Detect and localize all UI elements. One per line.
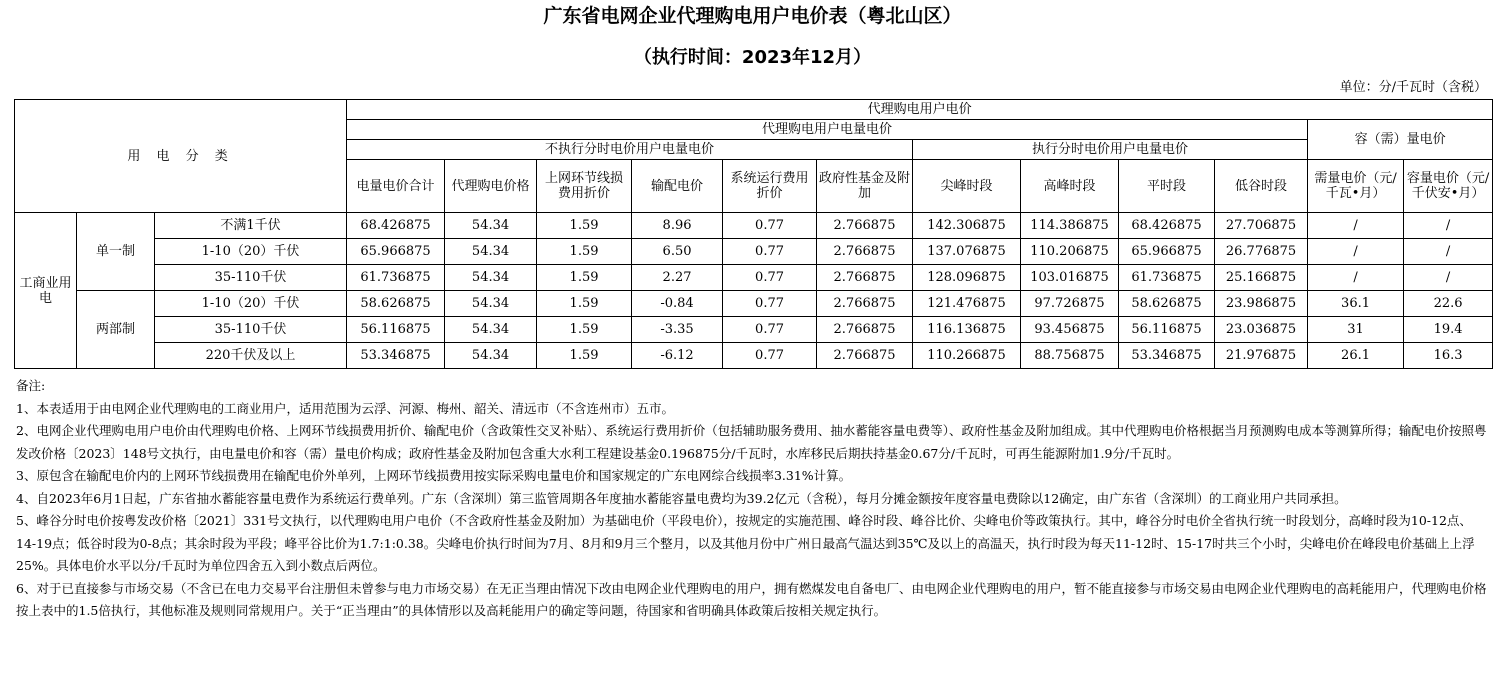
value-cell: 22.6 xyxy=(1404,291,1493,317)
value-cell: 2.766875 xyxy=(817,317,913,343)
page-title: 广东省电网企业代理购电用户电价表（粤北山区） xyxy=(543,5,962,27)
value-cell: 0.77 xyxy=(723,213,817,239)
value-cell: 2.766875 xyxy=(817,265,913,291)
value-cell: 54.34 xyxy=(445,291,537,317)
voltage-cell: 35-110千伏 xyxy=(155,317,347,343)
col-header: 容量电价（元/千伏安•月） xyxy=(1404,160,1493,213)
non-tou-header: 不执行分时电价用户电量电价 xyxy=(347,140,913,160)
value-cell: -6.12 xyxy=(632,343,723,369)
value-cell: 68.426875 xyxy=(1119,213,1215,239)
voltage-cell: 220千伏及以上 xyxy=(155,343,347,369)
value-cell: 56.116875 xyxy=(347,317,445,343)
voltage-cell: 不满1千伏 xyxy=(155,213,347,239)
value-cell: 26.1 xyxy=(1308,343,1404,369)
value-cell: 25.166875 xyxy=(1215,265,1308,291)
capacity-price-header: 容（需）量电价 xyxy=(1308,120,1493,160)
value-cell: 58.626875 xyxy=(1119,291,1215,317)
value-cell: 1.59 xyxy=(537,343,632,369)
value-cell: / xyxy=(1404,239,1493,265)
value-cell: 1.59 xyxy=(537,317,632,343)
col-header: 上网环节线损费用折价 xyxy=(537,160,632,213)
subgroup-label: 单一制 xyxy=(77,213,155,291)
value-cell: 31 xyxy=(1308,317,1404,343)
value-cell: 54.34 xyxy=(445,317,537,343)
value-cell: / xyxy=(1404,265,1493,291)
value-cell: 114.386875 xyxy=(1021,213,1119,239)
value-cell: 21.976875 xyxy=(1215,343,1308,369)
subgroup-label: 两部制 xyxy=(77,291,155,369)
value-cell: 53.346875 xyxy=(1119,343,1215,369)
value-cell: -3.35 xyxy=(632,317,723,343)
category-header: 用 电 分 类 xyxy=(15,100,347,213)
value-cell: 58.626875 xyxy=(347,291,445,317)
value-cell: 1.59 xyxy=(537,265,632,291)
value-cell: / xyxy=(1404,213,1493,239)
group-label: 工商业用电 xyxy=(15,213,77,369)
value-cell: 121.476875 xyxy=(913,291,1021,317)
agency-price-header: 代理购电用户电价 xyxy=(347,100,1493,120)
value-cell: 6.50 xyxy=(632,239,723,265)
value-cell: 53.346875 xyxy=(347,343,445,369)
value-cell: 65.966875 xyxy=(347,239,445,265)
notes-section xyxy=(16,375,1492,623)
value-cell: 0.77 xyxy=(723,239,817,265)
col-header: 政府性基金及附加 xyxy=(817,160,913,213)
value-cell: 1.59 xyxy=(537,291,632,317)
voltage-cell: 1-10（20）千伏 xyxy=(155,291,347,317)
value-cell: 54.34 xyxy=(445,343,537,369)
value-cell: 93.456875 xyxy=(1021,317,1119,343)
table-row xyxy=(15,265,1493,291)
value-cell: 65.966875 xyxy=(1119,239,1215,265)
page-subtitle: （执行时间：2023年12月） xyxy=(633,47,872,68)
value-cell: 0.77 xyxy=(723,291,817,317)
value-cell: 88.756875 xyxy=(1021,343,1119,369)
col-header: 输配电价 xyxy=(632,160,723,213)
value-cell: / xyxy=(1308,213,1404,239)
col-header: 电量电价合计 xyxy=(347,160,445,213)
note-item: 2、电网企业代理购电用户电价由代理购电价格、上网环节线损费用折价、输配电价（含政策性交叉补贴）、系统运行费用折价（包括辅助服务费用、抽水蓄能容量电费等）、政府性基金及附加组成。其中代理购电价格根据当月预测购电成本等测算所得；输配电价按照粤发改价格〔2023〕148号文执行，由电量电价和容（需）量电价构成；政府性基金及附加包含重大水利工程建设基金0.196875分/千瓦时，水库移民后期扶持基金0.67分/千瓦时，可再生能源附加1.9分/千瓦时。 xyxy=(16,423,1487,461)
value-cell: 137.076875 xyxy=(913,239,1021,265)
col-header: 尖峰时段 xyxy=(913,160,1021,213)
value-cell: 103.016875 xyxy=(1021,265,1119,291)
value-cell: 36.1 xyxy=(1308,291,1404,317)
value-cell: 1.59 xyxy=(537,239,632,265)
value-cell: 61.736875 xyxy=(347,265,445,291)
table-row xyxy=(15,317,1493,343)
tou-header: 执行分时电价用户电量电价 xyxy=(913,140,1308,160)
note-item: 4、自2023年6月1日起，广东省抽水蓄能容量电费作为系统运行费单列。广东（含深圳）第三监管周期各年度抽水蓄能容量电费均为39.2亿元（含税），每月分摊金额按年度容量电费除以12确定，由广东省（含深圳）的工商业用户共同承担。 xyxy=(16,490,1347,506)
value-cell: 2.766875 xyxy=(817,213,913,239)
col-header: 代理购电价格 xyxy=(445,160,537,213)
col-header: 系统运行费用折价 xyxy=(723,160,817,213)
notes-heading: 备注: xyxy=(16,378,46,393)
value-cell: 2.27 xyxy=(632,265,723,291)
col-header: 低谷时段 xyxy=(1215,160,1308,213)
value-cell: 128.096875 xyxy=(913,265,1021,291)
note-item: 5、峰谷分时电价按粤发改价格〔2021〕331号文执行，以代理购电用户电价（不含政府性基金及附加）为基础电价（平段电价），按规定的实施范围、峰谷时段、峰谷比价、尖峰电价等政策执行。其中，峰谷分时电价全省执行统一时段划分，高峰时段为10-12点、14-19点；低谷时段为0-8点；其余时段为平段；峰平谷比价为1.7:1:0.38。尖峰电价执行时间为7月、8月和9月三个整月，以及其他月份中广州日最高气温达到35℃及以上的高温天，执行时段为每天11-12时、15-17时共三个小时，尖峰电价在峰段电价基础上上浮25%。具体电价水平以分/千瓦时为单位四舍五入到小数点后两位。 xyxy=(16,513,1475,573)
col-header: 高峰时段 xyxy=(1021,160,1119,213)
value-cell: 0.77 xyxy=(723,265,817,291)
value-cell: 54.34 xyxy=(445,239,537,265)
col-header: 需量电价（元/千瓦•月） xyxy=(1308,160,1404,213)
note-item: 6、对于已直接参与市场交易（不含已在电力交易平台注册但未曾参与电力市场交易）在无正当理由情况下改由电网企业代理购电的用户，拥有燃煤发电自备电厂、由电网企业代理购电的用户，暂不能直接参与市场交易由电网企业代理购电的高耗能用户，代理购电价格按上表中的1.5倍执行，其他标准及规则同常规用户。关于“正当理由”的具体情形以及高耗能用户的确定等问题，待国家和省明确具体政策后按相关规定执行。 xyxy=(16,580,1487,618)
value-cell: 2.766875 xyxy=(817,343,913,369)
price-table xyxy=(14,99,1493,369)
table-row xyxy=(15,213,1493,239)
value-cell: 54.34 xyxy=(445,213,537,239)
value-cell: 2.766875 xyxy=(817,239,913,265)
value-cell: 26.776875 xyxy=(1215,239,1308,265)
col-header: 平时段 xyxy=(1119,160,1215,213)
value-cell: 16.3 xyxy=(1404,343,1493,369)
value-cell: 23.036875 xyxy=(1215,317,1308,343)
value-cell: 116.136875 xyxy=(913,317,1021,343)
value-cell: 61.736875 xyxy=(1119,265,1215,291)
table-row xyxy=(15,291,1493,317)
value-cell: 1.59 xyxy=(537,213,632,239)
note-item: 1、本表适用于由电网企业代理购电的工商业用户，适用范围为云浮、河源、梅州、韶关、清远市（不含连州市）五市。 xyxy=(16,400,674,416)
value-cell: -0.84 xyxy=(632,291,723,317)
note-item: 3、原包含在输配电价内的上网环节线损费用在输配电价外单列，上网环节线损费用按实际采购电量电价和国家规定的广东电网综合线损率3.31%计算。 xyxy=(16,468,852,483)
value-cell: 2.766875 xyxy=(817,291,913,317)
value-cell: 110.206875 xyxy=(1021,239,1119,265)
value-cell: 142.306875 xyxy=(913,213,1021,239)
value-cell: 54.34 xyxy=(445,265,537,291)
value-cell: 23.986875 xyxy=(1215,291,1308,317)
value-cell: 0.77 xyxy=(723,343,817,369)
value-cell: 97.726875 xyxy=(1021,291,1119,317)
value-cell: 27.706875 xyxy=(1215,213,1308,239)
value-cell: 68.426875 xyxy=(347,213,445,239)
table-row xyxy=(15,239,1493,265)
value-cell: 19.4 xyxy=(1404,317,1493,343)
value-cell: 0.77 xyxy=(723,317,817,343)
value-cell: / xyxy=(1308,239,1404,265)
voltage-cell: 1-10（20）千伏 xyxy=(155,239,347,265)
energy-price-header: 代理购电用户电量电价 xyxy=(347,120,1308,140)
value-cell: 56.116875 xyxy=(1119,317,1215,343)
value-cell: 110.266875 xyxy=(913,343,1021,369)
table-row xyxy=(15,343,1493,369)
value-cell: 8.96 xyxy=(632,213,723,239)
unit-label: 单位：分/千瓦时（含税） xyxy=(1339,80,1487,95)
voltage-cell: 35-110千伏 xyxy=(155,265,347,291)
value-cell: / xyxy=(1308,265,1404,291)
